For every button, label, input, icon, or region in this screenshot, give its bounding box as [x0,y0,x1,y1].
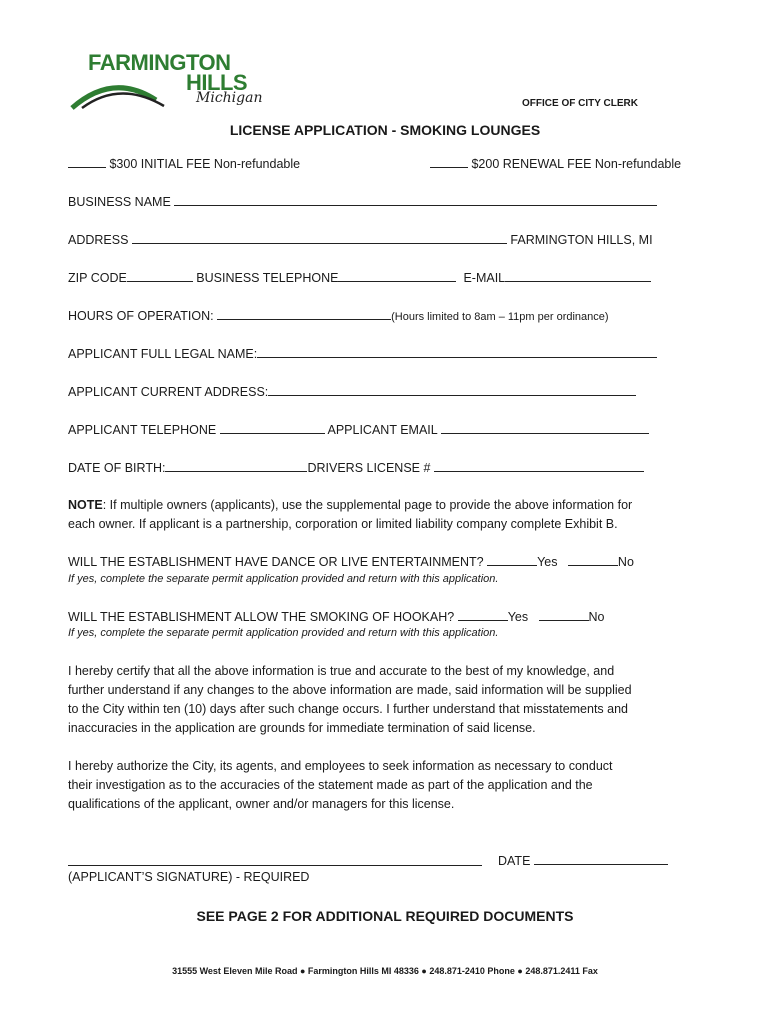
full-legal-name-label: APPLICANT FULL LEGAL NAME: [68,347,258,361]
signature-label: (APPLICANT’S SIGNATURE) - REQUIRED [68,870,310,884]
question-hookah-row [68,608,605,624]
authorize-paragraph [68,757,708,814]
initial-fee-label: $300 INITIAL FEE Non-refundable [109,157,301,171]
question-dance-no-blank[interactable] [568,553,618,566]
page-title: LICENSE APPLICATION - SMOKING LOUNGES [229,122,541,138]
dob-label: DATE OF BIRTH: [68,461,166,475]
note-line-1: : If multiple owners (applicants), use the supplemental page to provide the above information for [102,498,633,512]
logo-text-hills: HILLS [186,70,248,95]
zip-field[interactable] [127,269,193,282]
zip-label: ZIP CODE [68,271,127,285]
business-name-row [68,193,657,209]
question-hookah-no-blank[interactable] [539,608,589,621]
date-row [498,852,668,868]
question-dance-row [68,553,634,569]
hours-note: (Hours limited to 8am – 11pm per ordinance) [391,311,609,323]
signature-line[interactable] [68,865,482,866]
see-page-2-heading: SEE PAGE 2 FOR ADDITIONAL REQUIRED DOCUMENTS [196,908,574,924]
city-label: FARMINGTON HILLS, MI [510,233,653,247]
certify-line: further understand if any changes to the above information are made, said information will be supplied [68,683,632,697]
hours-field[interactable] [217,307,391,320]
renewal-fee-blank[interactable] [430,155,468,168]
applicant-contact-row [68,421,649,437]
email-label: E-MAIL [463,271,506,285]
current-address-row [68,383,636,399]
question-dance-yes-label: Yes [537,555,558,569]
authorize-line: qualifications of the applicant, owner and/or managers for this license. [68,797,455,811]
question-dance-no-label: No [617,555,634,569]
email-field[interactable] [505,269,651,282]
renewal-fee-line [430,155,681,171]
full-legal-name-row [68,345,657,361]
note-label: NOTE [68,498,103,512]
question-dance-text: WILL THE ESTABLISHMENT HAVE DANCE OR LIVE ENTERTAINMENT? [68,555,484,569]
drivers-license-label: DRIVERS LICENSE # [307,461,431,475]
question-dance-note: If yes, complete the separate permit application provided and return with this application. [68,573,499,585]
applicant-email-label: APPLICANT EMAIL [327,423,438,437]
footer-contact: 31555 West Eleven Mile Road ● Farmington Hills MI 48336 ● 248.871-2410 Phone ● 248.871.2411 Fax [172,966,598,976]
dob-field[interactable] [165,459,307,472]
business-name-field[interactable] [174,193,657,206]
authorize-line: I hereby authorize the City, its agents, and employees to seek information as necessary to conduct [68,759,613,773]
question-hookah-yes-label: Yes [507,610,529,624]
certify-line: to the City within ten (10) days after such change occurs. I further understand that misstatements and [68,702,629,716]
dob-license-row [68,459,644,475]
applicant-telephone-label: APPLICANT TELEPHONE [68,423,217,437]
current-address-field[interactable] [268,383,636,396]
farmington-hills-logo [68,48,268,114]
date-field[interactable] [534,852,668,865]
initial-fee-blank[interactable] [68,155,106,168]
applicant-email-field[interactable] [441,421,649,434]
note-paragraph [68,496,708,534]
hours-row [68,307,609,323]
address-row [68,231,653,247]
question-hookah-note: If yes, complete the separate permit application provided and return with this application. [68,627,499,639]
business-telephone-field[interactable] [338,269,456,282]
date-label: DATE [498,854,531,868]
renewal-fee-label: $200 RENEWAL FEE Non-refundable [471,157,682,171]
logo-text-michigan: Michigan [196,90,263,106]
business-name-label: BUSINESS NAME [68,195,171,209]
address-label: ADDRESS [68,233,129,247]
current-address-label: APPLICANT CURRENT ADDRESS: [68,385,269,399]
certify-line: inaccuracies in the application are grounds for immediate termination of said license. [68,721,536,735]
hours-label: HOURS OF OPERATION: [68,309,214,323]
drivers-license-field[interactable] [434,459,644,472]
initial-fee-line [68,155,300,171]
business-telephone-label: BUSINESS TELEPHONE [196,271,339,285]
note-line-2: each owner. If applicant is a partnership, corporation or limited liability company complete Exhibit B. [68,517,618,531]
full-legal-name-field[interactable] [257,345,657,358]
address-field[interactable] [132,231,507,244]
applicant-telephone-field[interactable] [220,421,325,434]
question-dance-yes-blank[interactable] [487,553,537,566]
zip-phone-email-row [68,269,651,285]
question-hookah-yes-blank[interactable] [458,608,508,621]
question-hookah-text: WILL THE ESTABLISHMENT ALLOW THE SMOKING OF HOOKAH? [68,610,455,624]
authorize-line: their investigation as to the accuracies of the statement made as part of the application and the [68,778,593,792]
office-label: OFFICE OF CITY CLERK [522,98,638,109]
logo-arc-graphic [68,70,198,110]
certify-paragraph [68,662,708,738]
question-hookah-no-label: No [588,610,605,624]
logo-text-farmington: FARMINGTON [88,50,231,75]
certify-line: I hereby certify that all the above information is true and accurate to the best of my knowledge, and [68,664,615,678]
